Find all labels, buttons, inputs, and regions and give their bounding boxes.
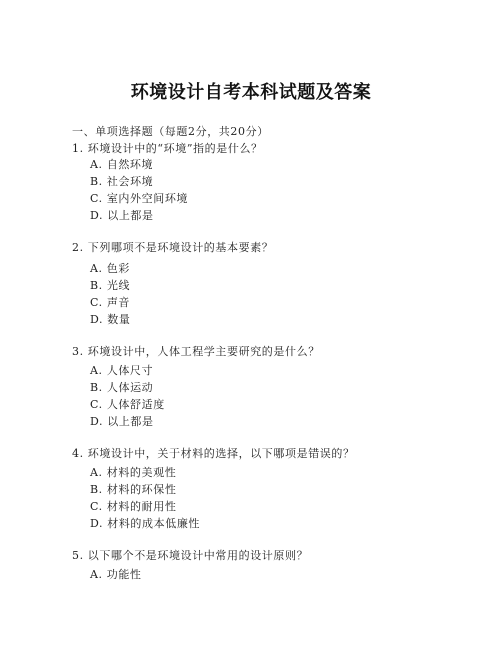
document-title: 环境设计自考本科试题及答案: [130, 82, 372, 103]
question-2-option-b: B. 光线: [90, 279, 131, 292]
question-1-option-c: C. 室内外空间环境: [90, 192, 189, 205]
question-5-option-a: A. 功能性: [90, 568, 142, 581]
question-1-option-a: A. 自然环境: [90, 158, 154, 171]
question-3-option-a: A. 人体尺寸: [90, 364, 154, 377]
question-1-option-d: D. 以上都是: [90, 209, 154, 222]
question-4-option-c: C. 材料的耐用性: [90, 500, 177, 513]
question-3-option-c: C. 人体舒适度: [90, 398, 165, 411]
question-4-option-d: D. 材料的成本低廉性: [90, 517, 201, 530]
question-2-option-c: C. 声音: [90, 296, 131, 309]
question-4-stem: 4. 环境设计中，关于材料的选择，以下哪项是错误的？: [72, 447, 355, 460]
section-heading: 一、单项选择题（每题2分，共20分）: [72, 125, 269, 138]
question-3-option-b: B. 人体运动: [90, 381, 154, 394]
question-3-stem: 3. 环境设计中，人体工程学主要研究的是什么？: [72, 345, 320, 358]
question-1-stem: 1. 环境设计中的“环境”指的是什么？: [72, 142, 263, 155]
question-2-stem: 2. 下列哪项不是环境设计的基本要素？: [72, 241, 274, 254]
question-3-option-d: D. 以上都是: [90, 415, 154, 428]
question-4-option-b: B. 材料的环保性: [90, 483, 177, 496]
question-4-option-a: A. 材料的美观性: [90, 466, 177, 479]
question-2-option-d: D. 数量: [90, 313, 131, 326]
question-1-option-b: B. 社会环境: [90, 175, 154, 188]
question-2-option-a: A. 色彩: [90, 262, 130, 275]
question-5-stem: 5. 以下哪个不是环境设计中常用的设计原则？: [72, 549, 309, 562]
